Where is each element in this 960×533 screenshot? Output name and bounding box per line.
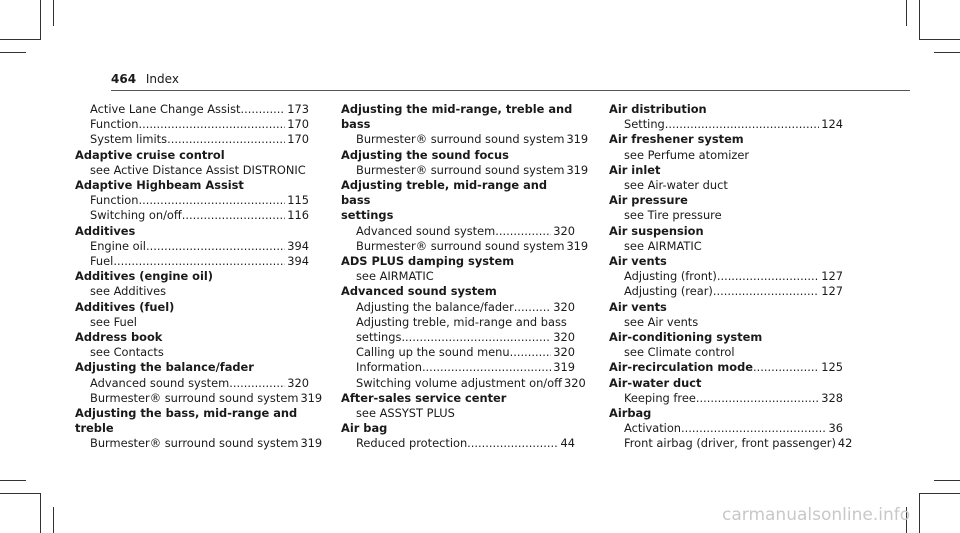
index-heading: Adjusting treble, mid-range and bass [341,178,548,208]
entry-text: Calling up the sound menu [356,345,510,360]
entry-text: Activation [624,421,682,436]
index-subentry [609,269,843,284]
index-heading: Adjusting the balance/fader [75,360,254,375]
index-heading: Air vents [609,299,667,314]
dot-leader [229,376,285,391]
index-heading: Air suspension [609,223,704,238]
crop-mark [919,493,920,533]
dot-leader [713,284,819,299]
watermark: carmanualsonline.info [722,505,911,525]
entry-text: Active Lane Change Assist [90,102,241,116]
dot-leader [241,102,286,117]
page-ref: 115 [287,193,309,208]
index-subentry [75,390,323,406]
page-ref: 124 [821,117,843,132]
index-heading: ADS PLUS damping system [341,254,515,269]
page-ref: 319 [566,132,589,147]
crop-mark [53,0,54,26]
index-subentry [341,345,575,360]
dot-leader [681,421,826,436]
index-subentry [75,193,309,208]
index-heading: Additives (engine oil) [75,269,214,284]
dot-leader [696,391,819,406]
index-subentry [609,421,843,436]
index-see-reference: see Contacts [90,345,164,360]
dot-leader [717,269,819,284]
index-see-reference: see Air-water duct [624,178,728,193]
index-subentry [75,102,309,117]
index-see-reference: see Active Distance Assist DISTRONIC [90,162,306,177]
index-heading: Air-water duct [609,375,702,390]
crop-mark [919,0,920,40]
dot-leader [167,132,285,147]
page-ref: 320 [553,345,575,360]
page-ref: 127 [821,269,843,284]
index-subentry [341,330,575,345]
page-ref: 328 [821,390,843,405]
index-subentry [341,375,586,391]
page-ref: 127 [821,284,843,299]
crop-mark [0,493,40,494]
page-number: 464 [111,72,137,86]
page-ref: 173 [287,102,309,116]
page-ref: 170 [287,117,309,132]
entry-text: Switching on/off [90,208,182,223]
entry-text: Information [356,360,422,375]
index-see-reference: see AIRMATIC [624,238,702,253]
page-ref: 125 [821,360,843,375]
page-header [111,72,179,86]
entry-text: Engine oil [90,238,146,253]
index-subentry [75,436,323,451]
index-subentry [341,224,575,239]
entry-text: System limits [90,132,168,147]
index-heading: treble [75,421,114,436]
page-ref: 320 [553,223,575,238]
index-subentry [341,238,589,254]
crop-mark [40,493,41,533]
page-ref: 36 [828,421,843,436]
index-see-reference: see Tire pressure [624,208,722,223]
crop-mark [53,507,54,533]
index-heading: Airbag [609,406,652,421]
index-subentry [341,360,575,375]
dot-leader [422,360,551,375]
index-heading: Air bag [341,421,388,436]
dot-leader [138,193,285,208]
index-subentry [609,117,843,132]
page-ref: 319 [300,436,323,451]
page-ref: 394 [287,238,309,253]
entry-text: Advanced sound system [356,223,496,238]
index-heading: Air vents [609,254,667,269]
index-heading: Address book [75,330,163,345]
crop-mark [920,39,960,40]
index-see-reference: see Perfume atomizer [624,147,750,162]
index-heading-with-page [609,360,843,375]
index-subentry [341,132,589,147]
index-see-reference: see Additives [90,284,167,299]
entry-text: Advanced sound system [90,375,230,390]
entry-text: Air-recirculation mode [609,360,753,375]
page-ref: 319 [566,238,589,253]
index-heading: bass [341,117,371,132]
page-ref: 394 [287,254,309,269]
index-subentry [75,376,309,391]
entry-text: Burmester® surround sound system [356,162,565,177]
dot-leader [467,436,558,451]
index-heading: Air-conditioning system [609,330,763,345]
index-subentry [609,391,843,406]
index-subentry [609,436,853,451]
dot-leader [138,117,285,132]
entry-text: Front airbag (driver, front passenger) [624,436,836,451]
index-heading: Air inlet [609,162,661,177]
index-heading: Air pressure [609,193,688,208]
dot-leader [495,224,551,239]
index-heading: Additives [75,223,136,238]
index-heading: After-sales service center [341,390,507,405]
entry-text: settings [356,330,402,345]
entry-text: Burmester® surround sound system [90,436,299,451]
page-ref: 320 [563,375,586,390]
entry-text: Keeping free [624,390,696,405]
page-ref: 44 [560,436,575,451]
index-heading: Adjusting the mid-range, treble and [341,102,573,116]
index-column-2 [341,102,589,452]
entry-text: Function [90,117,139,132]
entry-text: Burmester® surround sound system [356,238,565,253]
entry-text: Fuel [90,254,114,269]
index-see-reference: see ASSYST PLUS [356,406,455,421]
page-ref: 320 [553,330,575,345]
entry-text: Adjusting (rear) [624,284,713,299]
index-see-reference: see Climate control [624,345,735,360]
index-subentry [341,436,575,451]
dot-leader [665,117,819,132]
crop-mark [0,480,26,481]
entry-text: Adjusting the balance/fader [356,299,514,314]
index-see-reference: see Fuel [90,314,137,329]
index-see-reference: Adjusting treble, mid-range and bass [356,314,567,329]
crop-mark [934,52,960,53]
index-heading: Adjusting the sound focus [341,147,509,162]
index-see-reference: see Air vents [624,314,699,329]
crop-mark [0,39,40,40]
crop-mark [934,480,960,481]
dot-leader [753,360,819,375]
index-heading: Adaptive Highbeam Assist [75,178,244,193]
index-subentry [609,284,843,299]
page-ref: 320 [287,375,309,390]
index-subentry [75,208,309,223]
index-subentry [341,162,589,178]
dot-leader [146,239,285,254]
page-ref: 319 [300,390,323,405]
index-subentry [75,117,309,132]
entry-text: Setting [624,117,665,132]
crop-mark [906,0,907,26]
dot-leader [182,208,286,223]
dot-leader [510,345,552,360]
index-subentry [75,132,309,147]
dot-leader [514,300,551,315]
index-see-reference: see AIRMATIC [356,269,434,284]
page-ref: 319 [553,360,575,375]
index-heading: Additives (fuel) [75,299,175,314]
page-ref: 42 [837,436,853,451]
index-heading: Adaptive cruise control [75,147,225,162]
index-heading: Air distribution [609,102,707,116]
entry-text: Reduced protection [356,436,468,451]
index-heading: Adjusting the bass, mid-range and [75,406,298,421]
index-heading: Air freshener system [609,132,744,147]
entry-text: Function [90,193,139,208]
dot-leader [401,330,551,345]
index-column-1 [75,102,323,452]
entry-text: Burmester® surround sound system [90,390,299,405]
entry-text: Adjusting (front) [624,269,717,284]
index-subentry [75,254,309,269]
page-ref: 116 [287,208,309,223]
page-ref: 319 [566,162,589,177]
index-subentry [341,300,575,315]
index-subentry [75,239,309,254]
page-ref: 320 [553,299,575,314]
crop-mark [0,52,26,53]
index-heading: Advanced sound system [341,284,497,299]
crop-mark [40,0,41,40]
section-title: Index [145,72,179,86]
entry-text: Burmester® surround sound system [356,132,565,147]
crop-mark [920,493,960,494]
index-heading: settings [341,208,394,223]
header-rule [111,90,910,91]
index-column-3 [609,102,853,452]
dot-leader [113,254,285,269]
entry-text: Switching volume adjustment on/off [356,375,562,390]
page-ref: 170 [287,132,309,147]
